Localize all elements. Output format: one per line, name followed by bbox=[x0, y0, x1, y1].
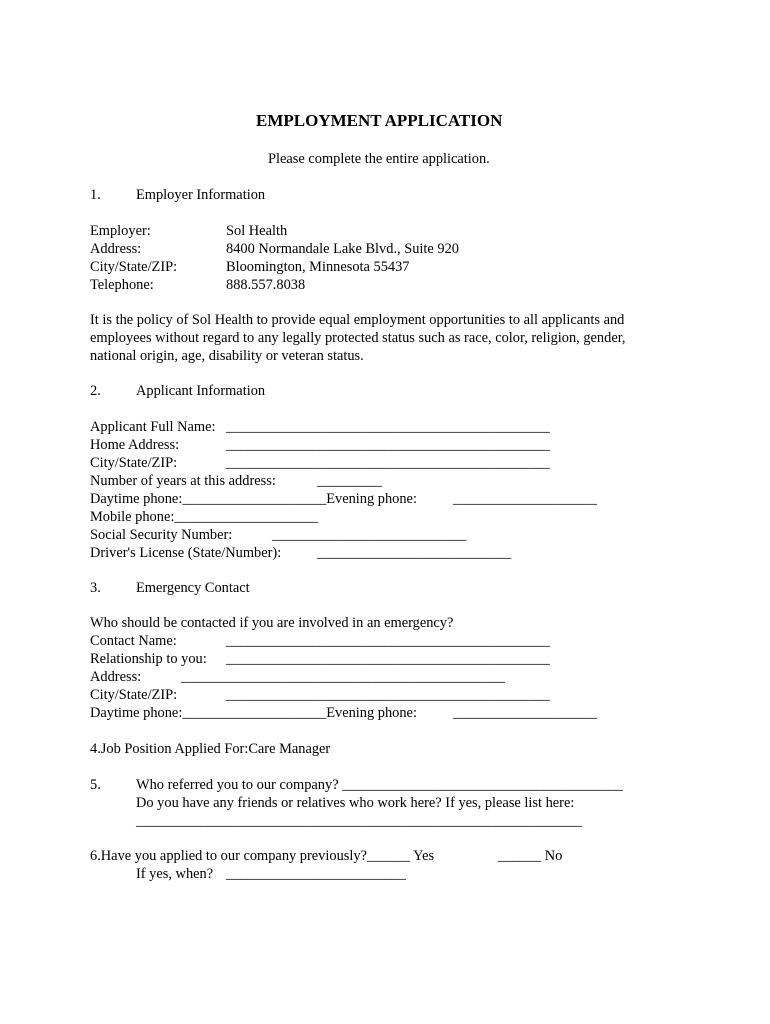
city-value: Bloomington, Minnesota 55437 bbox=[226, 259, 410, 275]
ssn-field[interactable]: ___________________________ bbox=[272, 527, 467, 543]
employer-label: Employer: bbox=[90, 223, 151, 239]
previous-no-option[interactable]: ______ No bbox=[498, 848, 563, 864]
relationship-field[interactable]: _____________________________________________ bbox=[226, 651, 550, 667]
friends-question: Do you have any friends or relatives who work here? If yes, please list here: bbox=[136, 795, 575, 811]
applicant-city-label: City/State/ZIP: bbox=[90, 455, 178, 471]
relationship-label: Relationship to you: bbox=[90, 651, 207, 667]
mobile-phone-field[interactable]: Mobile phone:____________________ bbox=[90, 509, 319, 525]
emergency-city-label: City/State/ZIP: bbox=[90, 687, 178, 703]
emergency-question: Who should be contacted if you are involved in an emergency? bbox=[90, 615, 454, 631]
employer-value: Sol Health bbox=[226, 223, 288, 239]
address-value: 8400 Normandale Lake Blvd., Suite 920 bbox=[226, 241, 460, 257]
emergency-evening-phone-field[interactable]: ____________________ bbox=[453, 705, 597, 721]
telephone-label: Telephone: bbox=[90, 277, 154, 293]
policy-paragraph: It is the policy of Sol Health to provide equal employment opportunities to all applicants and employees without regard to any legally protected status such as race, color, religion, gender, national origin, age, disability or veteran status. bbox=[90, 312, 626, 364]
drivers-license-label: Driver's License (State/Number): bbox=[90, 545, 282, 561]
section-number: 1. bbox=[90, 187, 101, 203]
emergency-address-label: Address: bbox=[90, 669, 142, 685]
years-field[interactable]: _________ bbox=[317, 473, 382, 489]
emergency-daytime-phone-field[interactable]: Daytime phone:____________________Evening phone: bbox=[90, 705, 417, 721]
section-number: 5. bbox=[90, 777, 101, 793]
applicant-city-field[interactable]: _____________________________________________ bbox=[226, 455, 550, 471]
section-number: 3. bbox=[90, 580, 101, 596]
telephone-value: 888.557.8038 bbox=[226, 277, 306, 293]
city-label: City/State/ZIP: bbox=[90, 259, 178, 275]
job-position: 4.Job Position Applied For:Care Manager bbox=[90, 741, 331, 757]
applicant-name-label: Applicant Full Name: bbox=[90, 419, 216, 435]
previous-application-question[interactable]: 6.Have you applied to our company previously?______ Yes bbox=[90, 848, 435, 864]
friends-field[interactable]: ______________________________________________________________ bbox=[136, 813, 583, 829]
when-label: If yes, when? bbox=[136, 866, 214, 882]
contact-name-label: Contact Name: bbox=[90, 633, 177, 649]
home-address-label: Home Address: bbox=[90, 437, 180, 453]
section-number: 2. bbox=[90, 383, 101, 399]
section-heading-applicant: Applicant Information bbox=[136, 383, 266, 399]
drivers-license-field[interactable]: ___________________________ bbox=[317, 545, 512, 561]
emergency-city-field[interactable]: _____________________________________________ bbox=[226, 687, 550, 703]
daytime-phone-field[interactable]: Daytime phone:____________________Evening phone: bbox=[90, 491, 417, 507]
page-title: EMPLOYMENT APPLICATION bbox=[256, 111, 503, 130]
when-field[interactable]: _________________________ bbox=[226, 866, 406, 882]
evening-phone-field[interactable]: ____________________ bbox=[453, 491, 597, 507]
address-label: Address: bbox=[90, 241, 142, 257]
section-heading-emergency: Emergency Contact bbox=[136, 580, 250, 596]
home-address-field[interactable]: _____________________________________________ bbox=[226, 437, 550, 453]
referral-question-field[interactable]: Who referred you to our company? _______________________________________ bbox=[136, 777, 623, 793]
contact-name-field[interactable]: _____________________________________________ bbox=[226, 633, 550, 649]
section-heading-employer: Employer Information bbox=[136, 187, 266, 203]
page-subtitle: Please complete the entire application. bbox=[268, 151, 490, 167]
ssn-label: Social Security Number: bbox=[90, 527, 233, 543]
emergency-address-field[interactable]: _____________________________________________ bbox=[181, 669, 505, 685]
applicant-name-field[interactable]: _____________________________________________ bbox=[226, 419, 550, 435]
years-label: Number of years at this address: bbox=[90, 473, 276, 489]
